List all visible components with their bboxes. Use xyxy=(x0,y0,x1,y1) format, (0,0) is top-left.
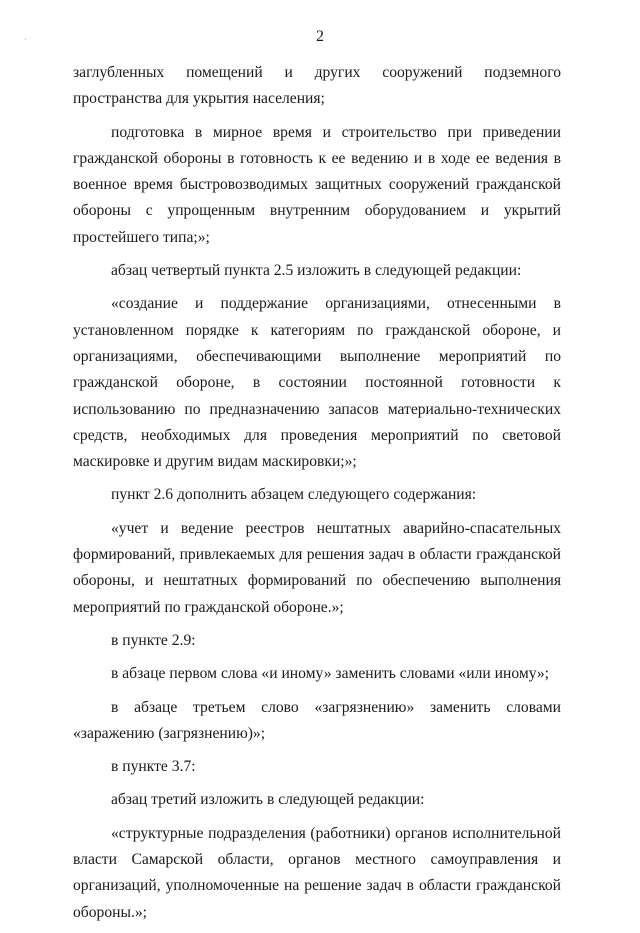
paragraph-shelter-continuation: заглубленных помещений и других сооружений подземного пространства для укрытия населения; xyxy=(73,64,561,108)
scan-artifact-mark: · xyxy=(24,35,27,44)
paragraph-2-9-third: в абзаце третьем слово «загрязнению» заменить словами «заражению (загрязнению)»; xyxy=(73,698,561,742)
paragraph-item-3-7: в пункте 3.7: xyxy=(111,758,196,776)
paragraph-2-5-new-text: «создание и поддержание организациями, отнесенными в установленном порядке к категориям по гражданской обороне, и организациями, обеспечивающими выполнение мероприятий по гражданской обороне, в состоянии постоянной готовности к использованию по предназначению запасов материально-технических средств, необходимых для проведения мероприятий по световой маскировке и другим видам маскировки;»; xyxy=(73,295,561,471)
paragraph-amend-2-5: абзац четвертый пункта 2.5 изложить в следующей редакции: xyxy=(111,262,522,280)
document-body xyxy=(73,60,561,933)
page-number: 2 xyxy=(316,28,324,45)
paragraph-3-7-new-text: «структурные подразделения (работники) органов исполнительной власти Самарской области, органов местного самоуправления и организаций, уполномоченные на решение задач в области гражданской обороны.»; xyxy=(73,824,561,921)
paragraph-peacetime-preparation: подготовка в мирное время и строительство при приведении гражданской обороны в готовность к ее ведению и в ходе ее ведения в военное время быстровозводимых защитных сооружений гражданской обороны с упрощенным внутренним оборудованием и укрытий простейшего типа;»; xyxy=(73,123,561,246)
paragraph-item-2-9: в пункте 2.9: xyxy=(111,631,196,649)
paragraph-2-9-first: в абзаце первом слова «и иному» заменить словами «или иному»; xyxy=(111,665,550,683)
paragraph-2-6-new-text: «учет и ведение реестров нештатных аварийно-спасательных формирований, привлекаемых для решения задач в области гражданской обороны, и нештатных формирований по обеспечению выполнения мероприятий по гражданской обороне.»; xyxy=(73,519,561,616)
paragraph-3-7-third: абзац третий изложить в следующей редакции: xyxy=(111,791,425,809)
paragraph-amend-2-6: пункт 2.6 дополнить абзацем следующего содержания: xyxy=(111,486,477,504)
